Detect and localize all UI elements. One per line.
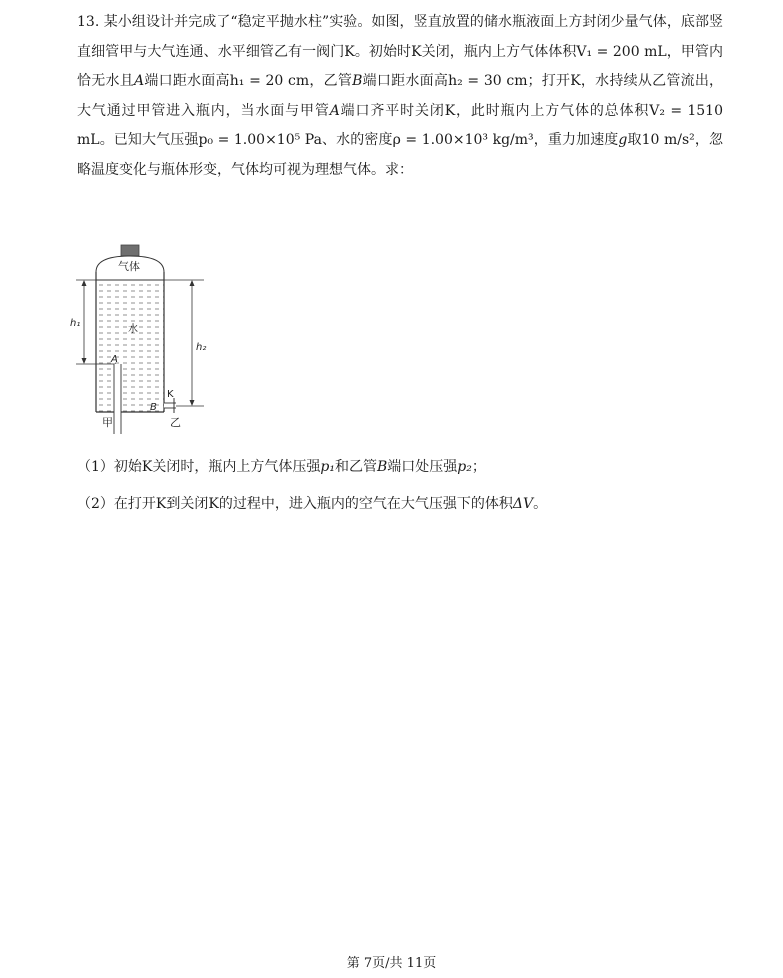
problem-text: ，忽略温度变化与瓶体形变，气体均可视为理想气体。求： <box>77 132 724 178</box>
question-text: 端口处压强 <box>387 459 458 475</box>
a-label: A <box>111 354 118 365</box>
g-variable: g <box>618 132 628 148</box>
p0-formula: p₀ = 1.00×10⁵ Pa <box>198 132 322 148</box>
v2-formula: V₂ = 1510 mL <box>77 102 723 148</box>
problem-text: 端口距水面高 <box>362 73 449 89</box>
question-text: 和乙管 <box>334 459 377 475</box>
yi-label: 乙 <box>170 416 181 429</box>
h1-label: h₁ <box>70 318 81 329</box>
problem-text: 端口齐平时关闭K，此时瓶内上方气体的总体积 <box>339 102 650 119</box>
tube-jia <box>114 364 121 434</box>
problem-text: 。已知大气压强 <box>99 132 199 148</box>
question-text: ； <box>471 459 486 475</box>
question-text: 。 <box>533 496 548 512</box>
problem-text: 某小组设计并完成了“稳定平抛水柱”实验。如图，竖直放置的储水瓶液面上方封闭少量气体，底部竖直细管甲与大气连通、水平细管乙有一阀门K。初始时K关闭，瓶内上方气体体积 <box>77 14 724 60</box>
problem-number: 13. <box>77 14 100 30</box>
page-footer: 第 7页/共 11页 <box>346 956 437 971</box>
gas-label: 气体 <box>118 260 140 273</box>
a-variable: A <box>133 73 145 89</box>
h2-formula: h₂ = 30 cm <box>448 73 528 89</box>
delta-v-symbol: ΔV <box>512 496 534 512</box>
problem-text: ；打开K，水持续从乙管流出，大气通过甲管进入瓶内，当水面与甲管 <box>77 73 724 119</box>
rho-formula: ρ = 1.00×10³ kg/m³ <box>392 132 534 148</box>
question-text: （2）在打开K到关闭K的过程中，进入瓶内的空气在大气压强下的体积 <box>77 496 513 512</box>
problem-paragraph <box>77 8 723 185</box>
bottle-diagram <box>66 240 226 440</box>
problem-text: 、水的密度 <box>321 132 393 148</box>
problem-text: ，重力加速度 <box>533 132 619 148</box>
water-body <box>96 280 164 412</box>
g-value: 10 m/s² <box>641 132 695 148</box>
bottle-cap <box>121 245 139 256</box>
h1-formula: h₁ = 20 cm <box>229 73 310 89</box>
problem-text: ，甲管内恰无水且 <box>77 43 723 89</box>
question-text: （1）初始K关闭时，瓶内上方气体压强 <box>77 459 321 475</box>
problem-text: 端口距水面高 <box>144 73 230 89</box>
b-label: B <box>150 402 157 413</box>
b-variable: B <box>352 73 363 89</box>
k-label: K <box>167 389 174 400</box>
question-1 <box>77 452 723 489</box>
problem-text: 取 <box>627 132 642 148</box>
b-variable: B <box>376 459 388 475</box>
v1-formula: V₁ = 200 mL <box>576 43 667 60</box>
jia-label: 甲 <box>102 416 113 429</box>
question-2 <box>77 489 723 526</box>
h2-label: h₂ <box>196 342 207 353</box>
a-variable: A <box>329 102 340 119</box>
problem-statement <box>77 8 723 185</box>
problem-text: ，乙管 <box>309 73 353 89</box>
water-label: 水 <box>128 324 138 335</box>
questions <box>77 452 723 526</box>
p2-symbol: p₂ <box>457 459 472 475</box>
p1-symbol: p₁ <box>320 459 335 475</box>
